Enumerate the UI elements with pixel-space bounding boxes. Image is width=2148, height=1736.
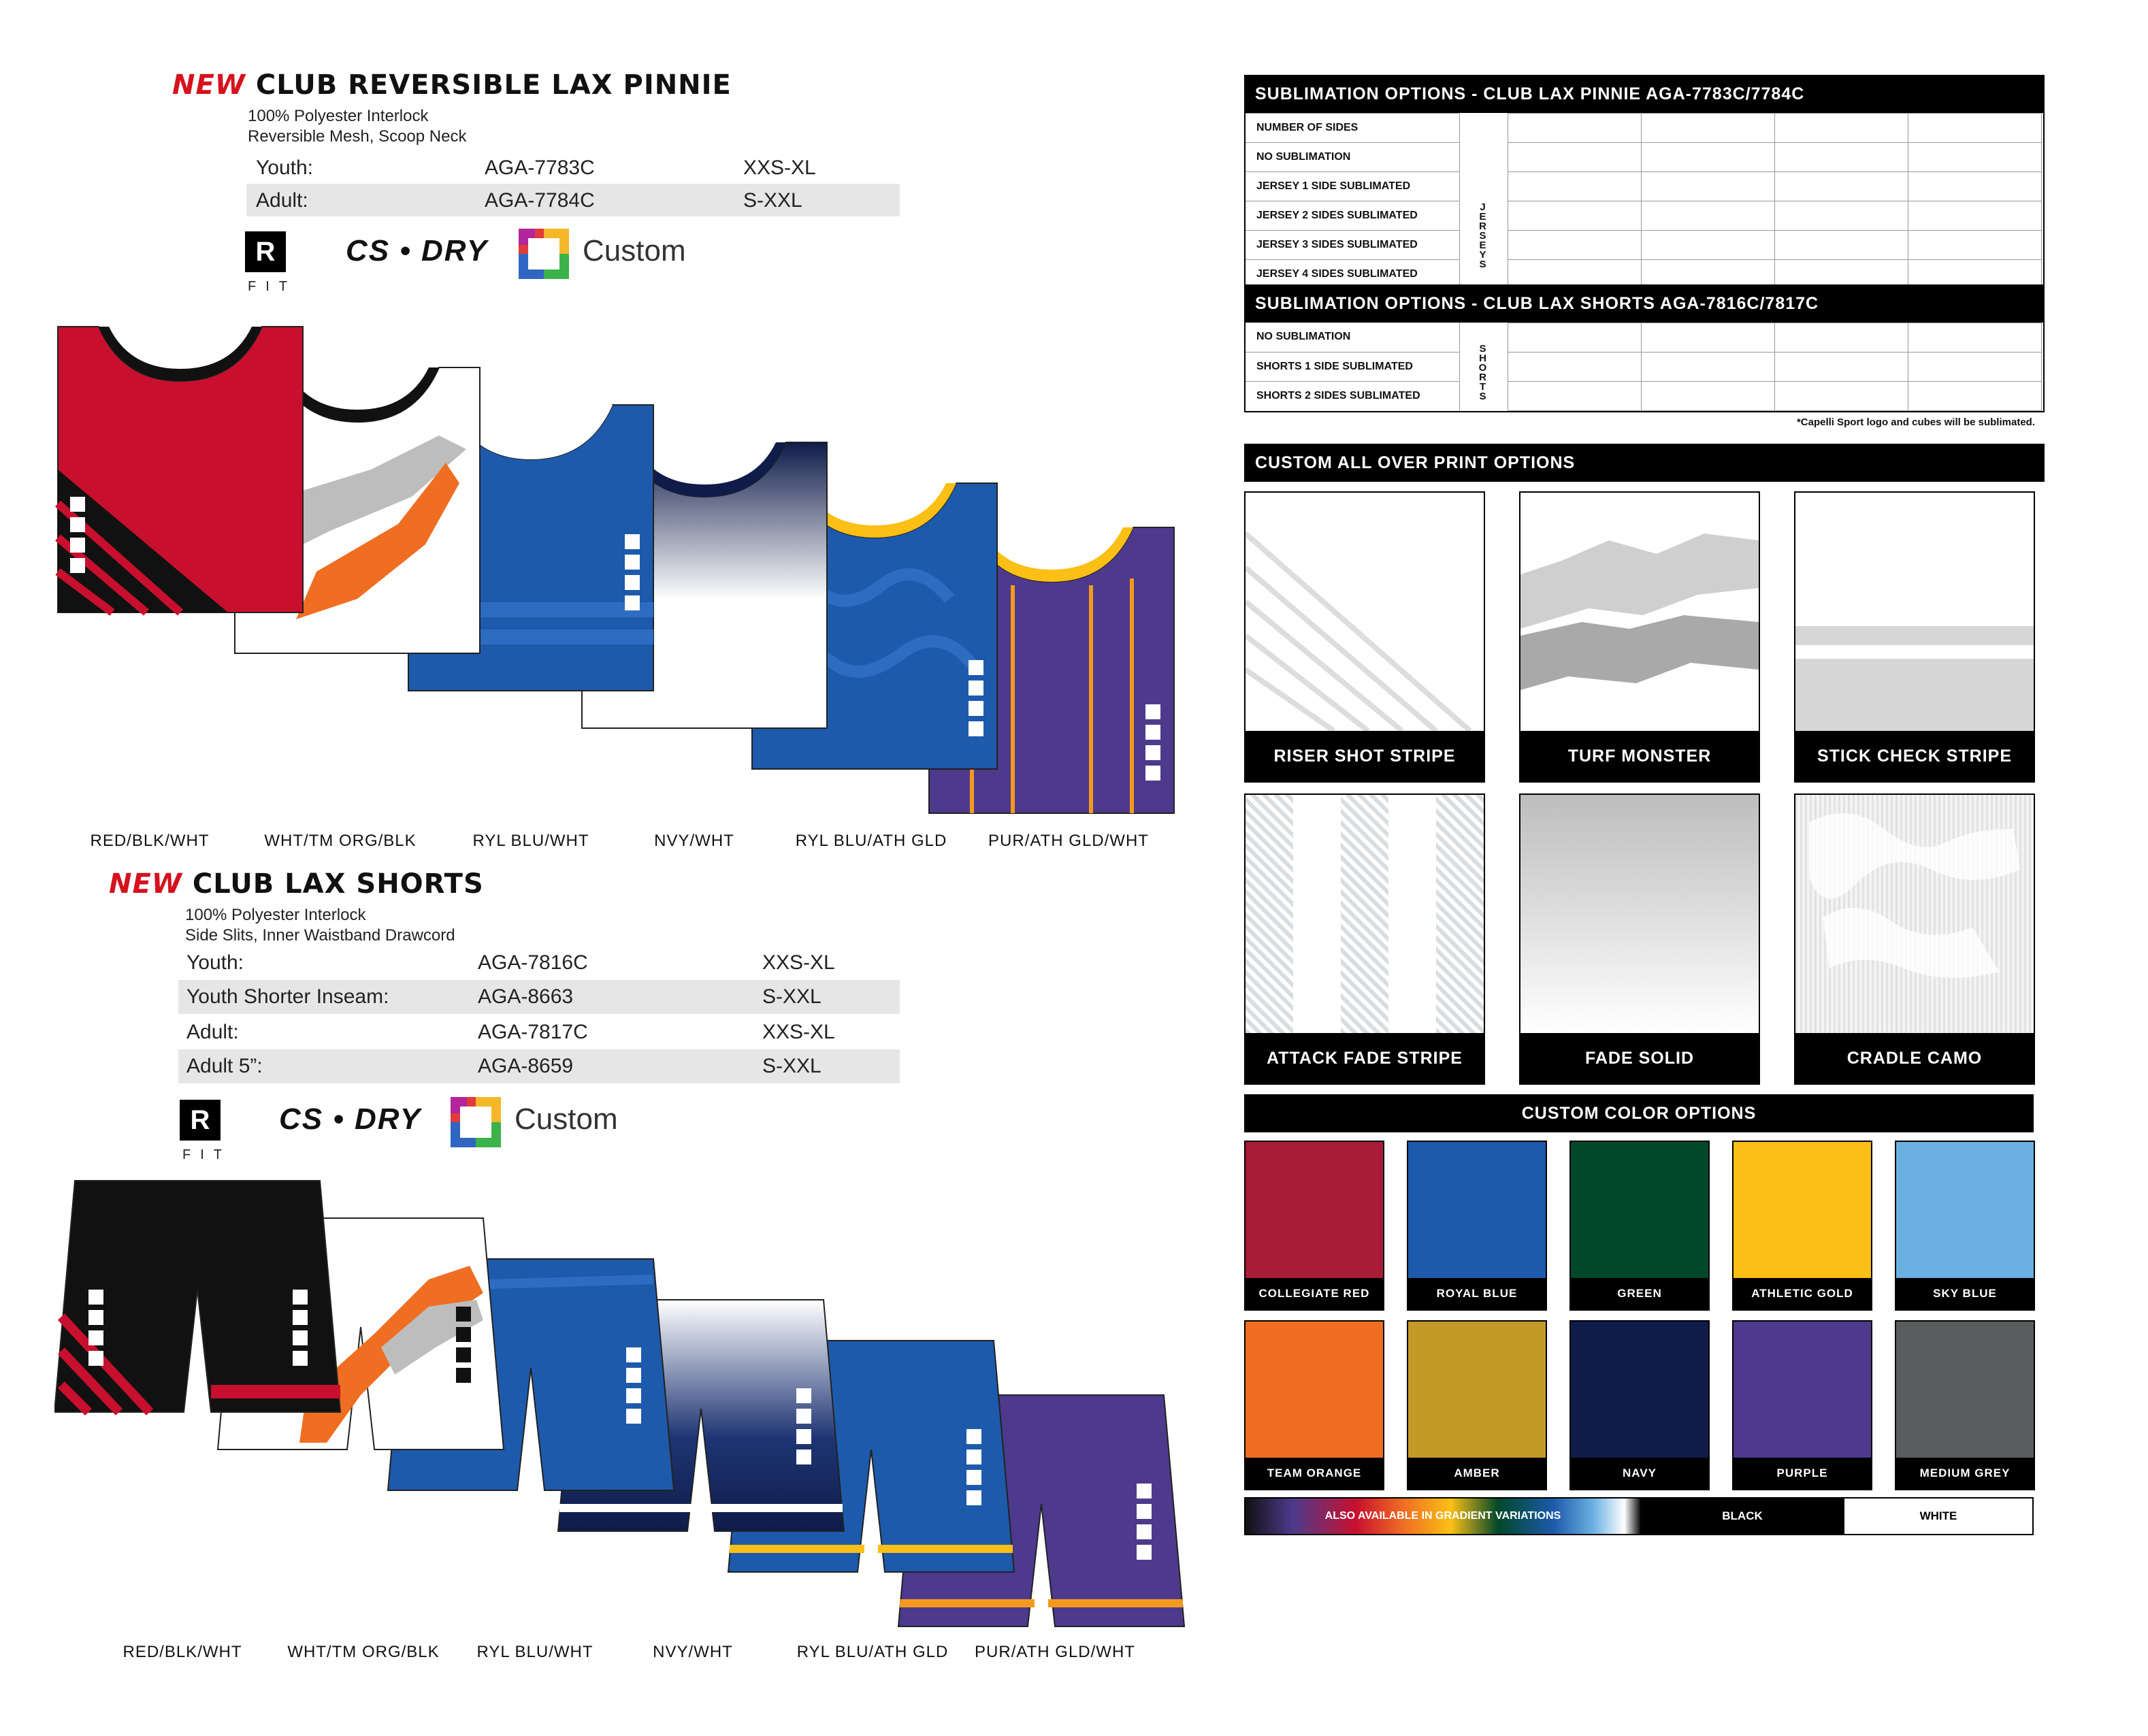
swatch-label: COLLEGIATE RED: [1246, 1278, 1383, 1309]
pinnie-title-row: [172, 69, 732, 101]
pattern-stick-check-stripe[interactable]: [1794, 491, 2035, 783]
new-tag: NEW: [172, 69, 246, 101]
fit-badge: R: [245, 231, 286, 272]
shorts-material: 100% Polyester Interlock: [185, 906, 366, 924]
sublimation-shorts-header: SUBLIMATION OPTIONS - CLUB LAX SHORTS AGA-7816C/7817C: [1244, 284, 2045, 323]
camo-art: [1795, 795, 2034, 1033]
shorts-illustrations: [54, 1177, 1198, 1654]
table-row: SHORTS 1 SIDE SUBLIMATED: [1246, 352, 1459, 382]
sublimation-pinnie-header: SUBLIMATION OPTIONS - CLUB LAX PINNIE AGA-7783C/7784C: [1244, 75, 2045, 113]
color-swatch[interactable]: [1732, 1141, 1872, 1311]
spec-size: XXS-XL: [743, 157, 816, 179]
pinnie-caption: WHT/TM ORG/BLK: [264, 832, 417, 850]
stripe-band: [1341, 795, 1388, 1033]
pattern-label: CRADLE CAMO: [1795, 1033, 2034, 1083]
spec-label: Adult:: [186, 1021, 239, 1043]
print-options-header: CUSTOM ALL OVER PRINT OPTIONS: [1244, 444, 2045, 482]
spec-label: Adult:: [256, 189, 308, 212]
spec-code: AGA-7784C: [485, 189, 595, 212]
color-swatch[interactable]: [1569, 1320, 1710, 1490]
pinnie-features: Reversible Mesh, Scoop Neck: [248, 127, 467, 146]
spec-code: AGA-8659: [478, 1055, 574, 1077]
cs-dry-logo: CS • DRY: [279, 1102, 422, 1136]
swatch-fill: [1246, 1322, 1383, 1458]
pinnie-spec-adult: [246, 184, 900, 216]
custom-logo-icon: [519, 229, 569, 279]
table-row: JERSEY 3 SIDES SUBLIMATED: [1246, 230, 1459, 260]
swatch-label: NAVY: [1571, 1458, 1708, 1489]
fit-badge: R: [180, 1100, 221, 1141]
shorts-spec-adult: [178, 1015, 900, 1049]
spec-size: S-XXL: [743, 189, 802, 212]
color-swatch[interactable]: [1732, 1320, 1872, 1490]
pinnie-caption: RYL BLU/WHT: [472, 832, 589, 850]
color-swatch[interactable]: [1244, 1320, 1384, 1490]
cs-dry-logo: CS • DRY: [346, 234, 489, 267]
swatch-fill: [1246, 1142, 1383, 1278]
shorts-caption: NVY/WHT: [653, 1643, 733, 1661]
stripe-band: [1795, 659, 2034, 731]
pinnie-spec-youth: [246, 151, 900, 184]
jerseys-side-label: JERSEYS: [1477, 201, 1488, 268]
spec-label: Youth:: [186, 951, 244, 974]
pinnie-illustrations: [54, 320, 1198, 823]
swatch-label: SKY BLUE: [1896, 1278, 2034, 1309]
sublimation-footnote: *Capelli Sport logo and cubes will be sublimated.: [1796, 416, 2035, 428]
shorts-title: CLUB LAX SHORTS: [192, 868, 484, 900]
color-options-header: CUSTOM COLOR OPTIONS: [1244, 1094, 2034, 1132]
shorts-red-blk-wht: [54, 1181, 340, 1412]
shorts-caption: WHT/TM ORG/BLK: [287, 1643, 440, 1661]
shorts-caption: PUR/ATH GLD/WHT: [975, 1643, 1135, 1661]
swatch-fill: [1734, 1142, 1871, 1278]
shorts-caption: RED/BLK/WHT: [123, 1643, 242, 1661]
shorts-spec-youth-shorter: [178, 980, 900, 1014]
white-option: WHITE: [1844, 1498, 2032, 1534]
spec-code: AGA-7783C: [485, 157, 595, 179]
option-grid: [1508, 113, 2042, 286]
color-swatch-grid: [1244, 1141, 2034, 1488]
pinnie-caption: RYL BLU/ATH GLD: [795, 832, 947, 850]
table-row: JERSEY 2 SIDES SUBLIMATED: [1246, 201, 1459, 231]
shorts-caption: RYL BLU/WHT: [476, 1643, 593, 1661]
spec-size: S-XXL: [762, 1055, 821, 1077]
gradient-label: ALSO AVAILABLE IN GRADIENT VARIATIONS: [1324, 1510, 1561, 1522]
black-option: BLACK: [1640, 1498, 1844, 1534]
swatch-fill: [1571, 1322, 1708, 1458]
swatch-label: TEAM ORANGE: [1246, 1458, 1383, 1489]
spec-size: XXS-XL: [762, 1021, 835, 1043]
pinnie-red-blk-wht: [58, 327, 303, 612]
fit-label: FIT: [248, 279, 297, 294]
pinnie-caption: RED/BLK/WHT: [90, 832, 210, 850]
swatch-fill: [1896, 1322, 2034, 1458]
pinnie-title: CLUB REVERSIBLE LAX PINNIE: [255, 69, 732, 101]
swatch-label: GREEN: [1571, 1278, 1708, 1309]
stripe-band: [1795, 626, 2034, 645]
pattern-cradle-camo[interactable]: [1794, 793, 2035, 1085]
pattern-label: STICK CHECK STRIPE: [1795, 731, 2034, 781]
spec-size: S-XXL: [762, 985, 821, 1008]
pinnie-caption: NVY/WHT: [654, 832, 734, 850]
riser-stripe-art: [1246, 493, 1484, 731]
new-tag: NEW: [109, 868, 182, 900]
pattern-label: TURF MONSTER: [1520, 731, 1759, 781]
swatch-fill: [1408, 1142, 1546, 1278]
table-row: JERSEY 1 SIDE SUBLIMATED: [1246, 171, 1459, 201]
spec-label: Adult 5”:: [186, 1055, 263, 1077]
stripe-band: [1246, 795, 1293, 1033]
pattern-turf-monster[interactable]: [1519, 491, 1760, 783]
sublimation-shorts-table: [1244, 323, 2045, 412]
custom-logo-icon: [451, 1097, 501, 1147]
swatch-label: PURPLE: [1734, 1458, 1871, 1489]
swatch-label: AMBER: [1408, 1458, 1546, 1489]
pattern-label: RISER SHOT STRIPE: [1246, 731, 1484, 781]
color-swatch[interactable]: [1895, 1141, 2035, 1311]
pinnie-material: 100% Polyester Interlock: [248, 107, 429, 125]
shorts-side-label: SHORTS: [1477, 343, 1488, 400]
custom-label: Custom: [583, 234, 686, 267]
pattern-attack-fade-stripe[interactable]: [1244, 793, 1485, 1085]
color-swatch[interactable]: [1895, 1320, 2035, 1490]
shorts-spec-adult-5: [178, 1049, 900, 1083]
table-row: NO SUBLIMATION: [1246, 142, 1459, 172]
pattern-riser-shot-stripe[interactable]: [1244, 491, 1485, 783]
pattern-label: FADE SOLID: [1520, 1033, 1759, 1083]
swatch-fill: [1734, 1322, 1871, 1458]
color-swatch[interactable]: [1244, 1141, 1384, 1311]
table-row: NO SUBLIMATION: [1256, 331, 1351, 342]
shorts-features: Side Slits, Inner Waistband Drawcord: [185, 926, 455, 945]
pattern-fade-solid[interactable]: [1519, 793, 1760, 1085]
stripe-band: [1436, 795, 1484, 1033]
swatch-label: ROYAL BLUE: [1408, 1278, 1546, 1309]
spec-code: AGA-7816C: [478, 951, 588, 974]
swatch-fill: [1896, 1142, 2034, 1278]
table-row: SHORTS 2 SIDES SUBLIMATED: [1246, 381, 1459, 411]
color-swatch[interactable]: [1407, 1141, 1547, 1311]
gradient-variations-strip: [1244, 1497, 2034, 1535]
fade-fill: [1520, 795, 1759, 1033]
spec-label: Youth:: [256, 157, 313, 179]
turf-monster-art: [1520, 493, 1759, 731]
color-swatch[interactable]: [1569, 1141, 1710, 1311]
table-row: NUMBER OF SIDES: [1246, 113, 1459, 143]
swatch-label: MEDIUM GREY: [1896, 1458, 2034, 1489]
table-row: JERSEY 4 SIDES SUBLIMATED: [1246, 259, 1459, 289]
spec-code: AGA-7817C: [478, 1021, 588, 1043]
color-swatch[interactable]: [1407, 1320, 1547, 1490]
spec-label: Youth Shorter Inseam:: [186, 985, 389, 1008]
option-grid: [1508, 323, 2042, 411]
swatch-fill: [1571, 1142, 1708, 1278]
swatch-fill: [1408, 1322, 1546, 1458]
pattern-label: ATTACK FADE STRIPE: [1246, 1033, 1484, 1083]
shorts-spec-youth: [178, 946, 900, 980]
shorts-title-row: [109, 868, 484, 900]
spec-size: XXS-XL: [762, 951, 835, 974]
shorts-caption: RYL BLU/ATH GLD: [796, 1643, 949, 1661]
swatch-label: ATHLETIC GOLD: [1734, 1278, 1871, 1309]
spec-code: AGA-8663: [478, 985, 574, 1008]
custom-label: Custom: [515, 1102, 618, 1136]
pinnie-caption: PUR/ATH GLD/WHT: [988, 832, 1149, 850]
fit-label: FIT: [182, 1147, 231, 1162]
sublimation-pinnie-table: [1244, 113, 2045, 287]
